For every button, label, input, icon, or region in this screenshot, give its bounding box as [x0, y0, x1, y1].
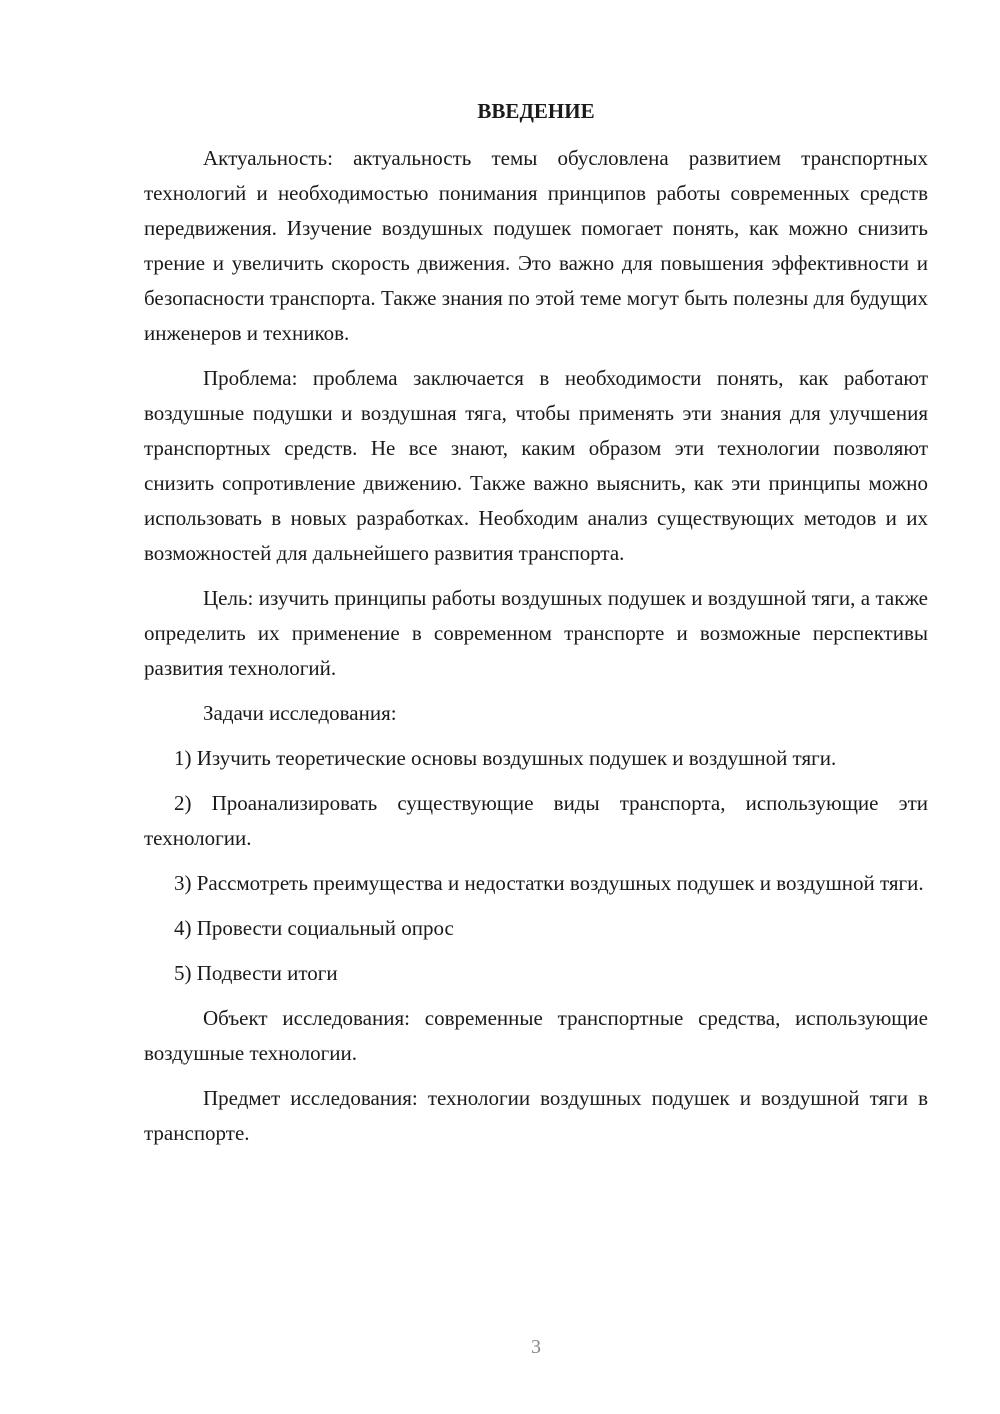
- page-content: [144, 94, 928, 1161]
- task-item: 1) Изучить теоретические основы воздушных подушек и воздушной тяги.: [174, 746, 837, 770]
- task-item: 2) Проанализировать существующие виды транспорта, использующие эти технологии.: [144, 791, 928, 850]
- page-number: 3: [531, 1336, 541, 1358]
- paragraph-relevance: Актуальность: актуальность темы обусловлена развитием транспортных технологий и необходимостью понимания принципов работы современных средств передвижения. Изучение воздушных подушек помогает понять, как можно снизить трение и увеличить скорость движения. Это важно для повышения эффективности и безопасности транспорта. Также знания по этой теме могут быть полезны для будущих инженеров и техников.: [144, 146, 928, 345]
- task-item: 3) Рассмотреть преимущества и недостатки воздушных подушек и воздушной тяги.: [174, 871, 924, 895]
- paragraph-subject: Предмет исследования: технологии воздушных подушек и воздушной тяги в транспорте.: [144, 1086, 928, 1145]
- task-item: 4) Провести социальный опрос: [174, 916, 454, 940]
- tasks-heading: Задачи исследования:: [203, 701, 397, 725]
- paragraph-problem: Проблема: проблема заключается в необходимости понять, как работают воздушные подушки и воздушная тяга, чтобы применять эти знания для улучшения транспортных средств. Не все знают, каким образом эти технологии позволяют снизить сопротивление движению. Также важно выяснить, как эти принципы можно использовать в новых разработках. Необходим анализ существующих методов и их возможностей для дальнейшего развития транспорта.: [144, 366, 928, 565]
- paragraph-goal: Цель: изучить принципы работы воздушных подушек и воздушной тяги, а также определить их применение в современном транспорте и возможные перспективы развития технологий.: [144, 586, 928, 680]
- paragraph-object: Объект исследования: современные транспортные средства, использующие воздушные технологии.: [144, 1006, 928, 1065]
- page-title: ВВЕДЕНИЕ: [477, 99, 595, 123]
- task-item: 5) Подвести итоги: [174, 961, 338, 985]
